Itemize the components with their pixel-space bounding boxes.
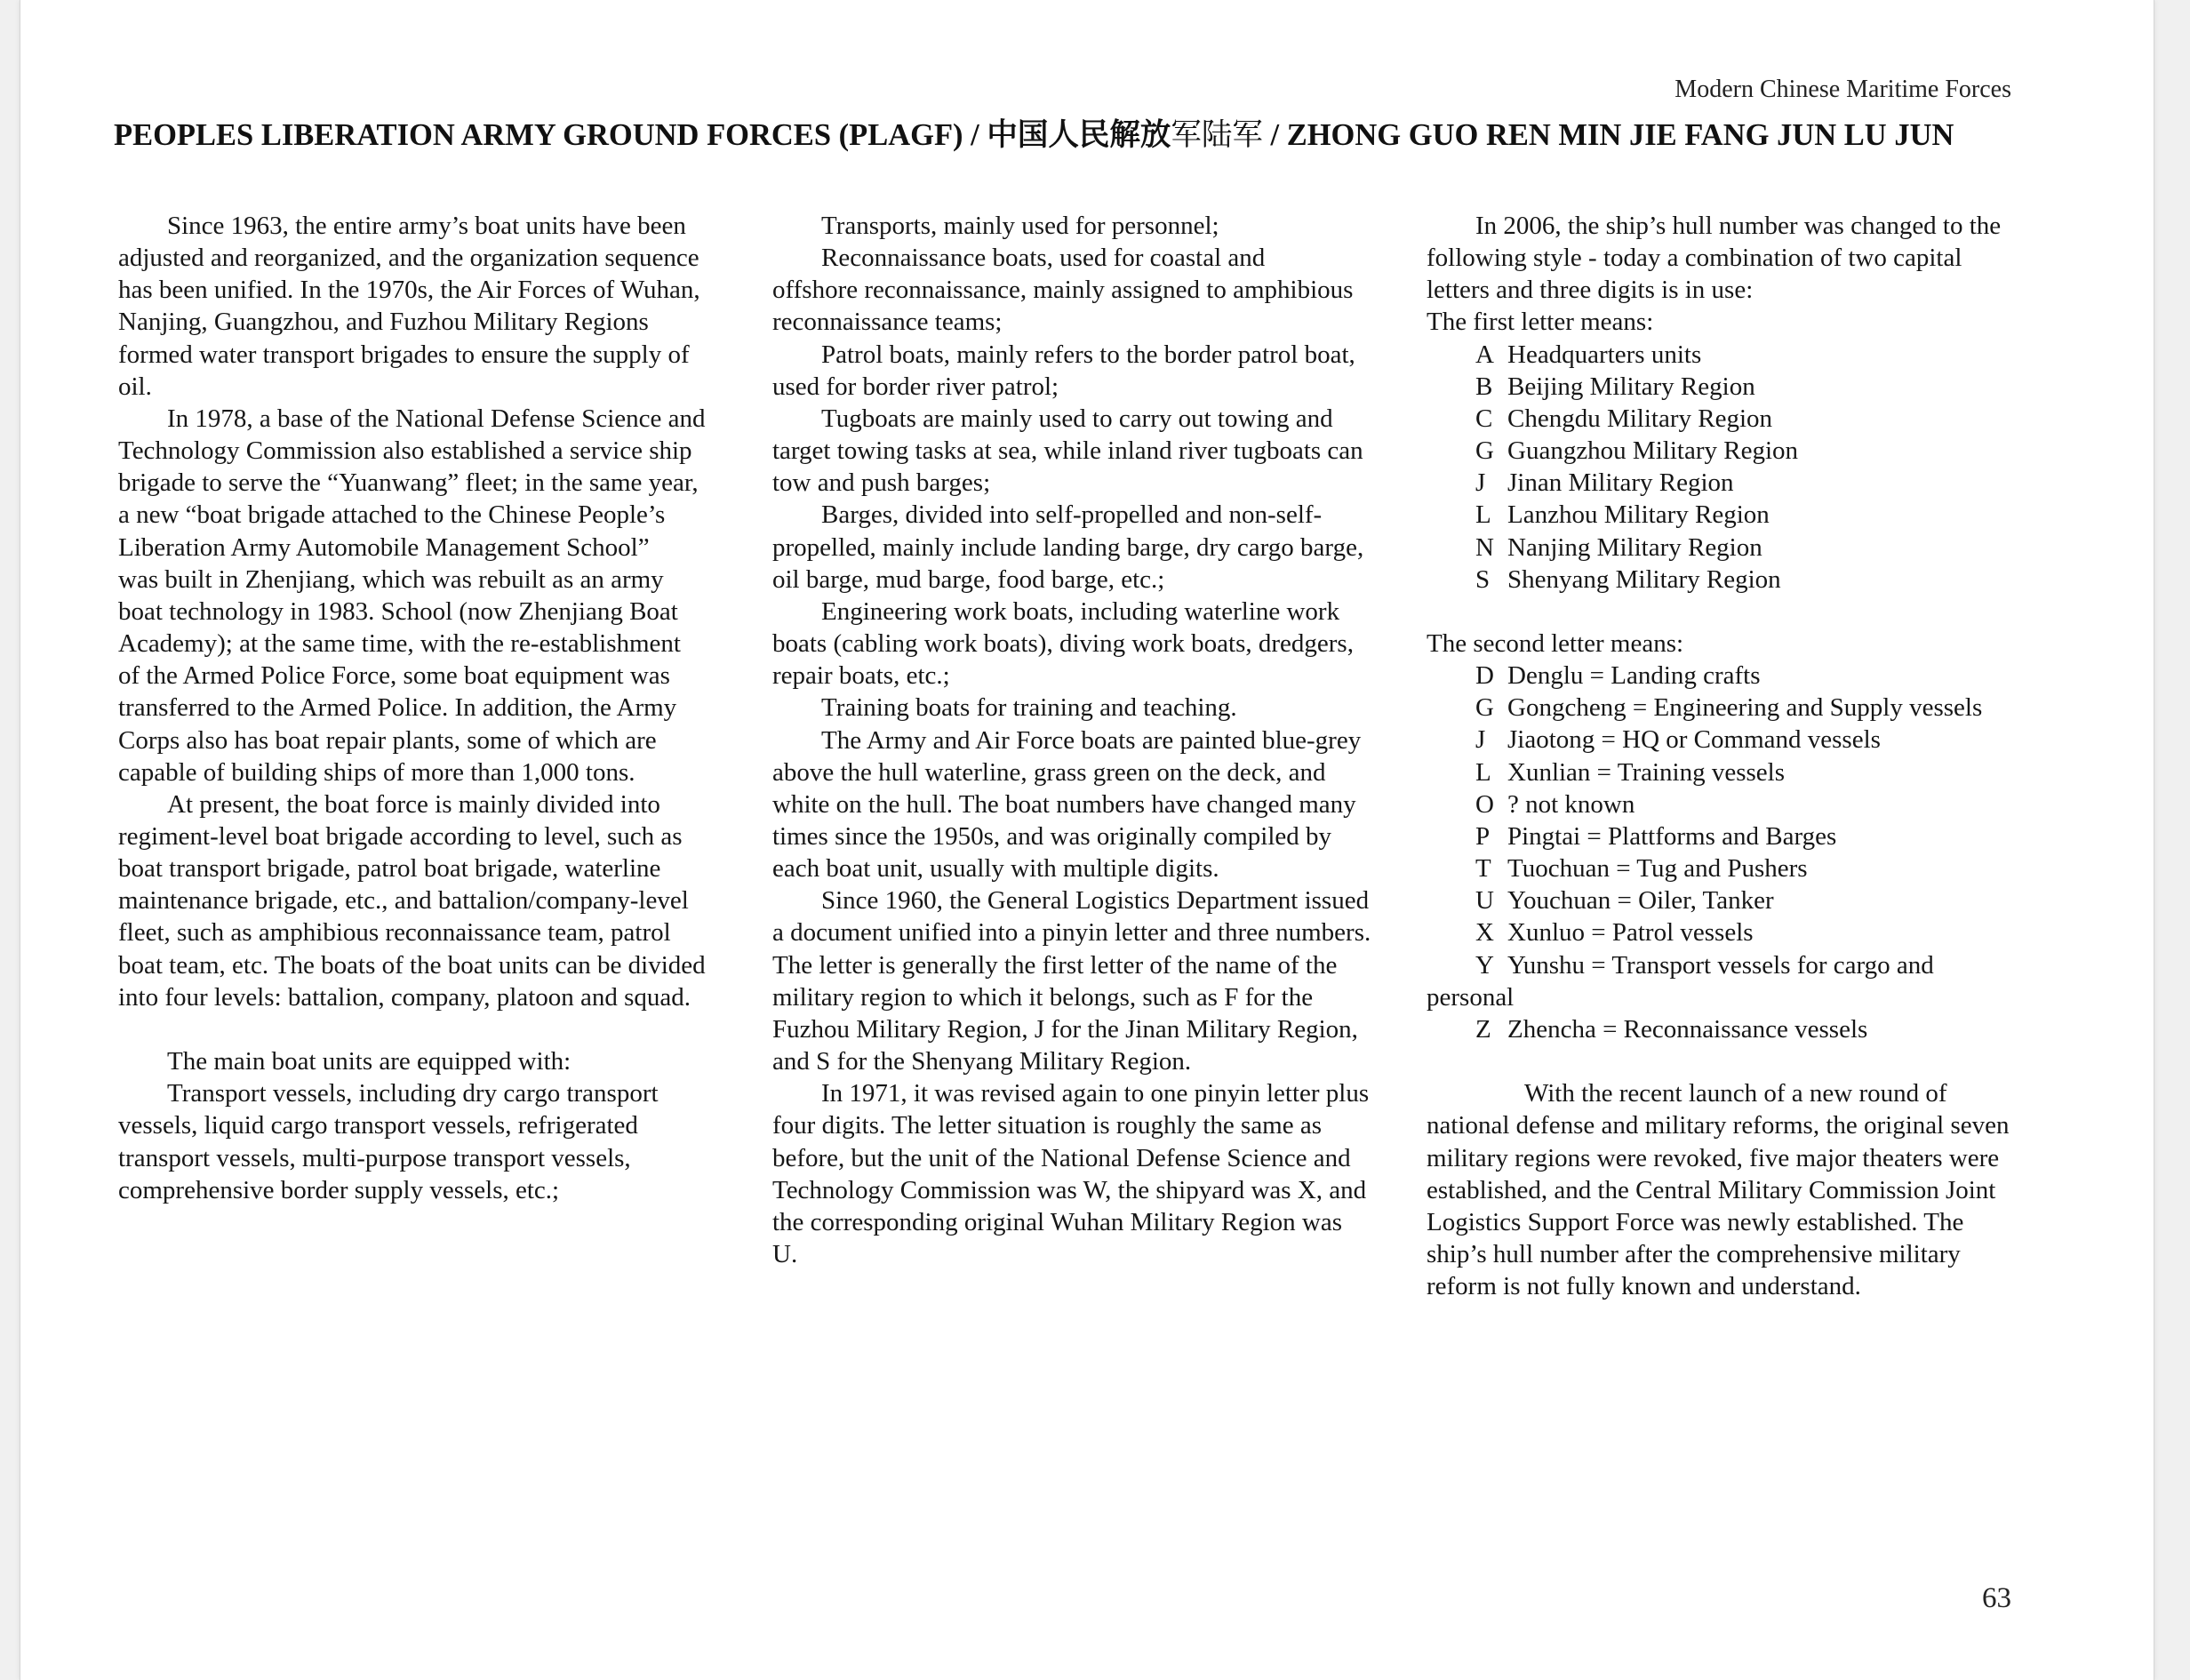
text-line: a document unified into a pinyin letter and three numbers. [772,918,1371,948]
text-line: tow and push barges; [772,468,991,498]
text-line: propelled, mainly include landing barge, dry cargo barge, [772,532,1364,562]
text-line: personal [1427,982,1515,1012]
text-line: Logistics Support Force was newly established. The [1427,1207,1964,1236]
code-meaning: Jinan Military Region [1507,468,1734,498]
code-list-item [1427,1013,2066,1045]
text-line: Since 1960, the General Logistics Department issued [821,886,1370,916]
text-line: ship’s hull number after the comprehensive military [1427,1239,1961,1268]
text-line: before, but the unit of the National Defense Science and [772,1143,1351,1172]
code-letter: Z [1475,1014,1491,1044]
code-meaning: Shenyang Military Region [1507,564,1781,594]
text-line: reconnaissance teams; [772,308,1003,337]
code-meaning: Yunshu = Transport vessels for cargo and [1507,950,1934,980]
code-letter: J [1475,725,1486,755]
code-meaning: ? not known [1507,789,1635,819]
text-line: Since 1963, the entire army’s boat units have been [167,212,686,240]
text-line: the corresponding original Wuhan Military Region was [772,1207,1343,1236]
paragraph-gap [1427,1045,2066,1077]
code-list-item [1427,660,2066,692]
code-letter: L [1475,757,1491,787]
text-line: established, and the Central Military Commission Joint [1427,1175,1996,1204]
code-list-item [1427,949,2066,981]
text-line: Training boats for training and teaching. [821,693,1237,723]
title-latin-part: PEOPLES LIBERATION ARMY GROUND FORCES (PLAGF) / [114,118,987,152]
text-line: boat technology in 1983. School (now Zhenjiang Boat [118,596,678,626]
code-meaning: Nanjing Military Region [1507,532,1762,562]
text-line: At present, the boat force is mainly divided into [167,789,660,819]
text-column-right [1427,210,2066,1302]
code-list-item [1427,788,2066,820]
code-meaning: Tuochuan = Tug and Pushers [1507,854,1808,884]
text-line: boats (cabling work boats), diving work boats, dredgers, [772,629,1354,659]
text-line: has been unified. In the 1970s, the Air Forces of Wuhan, [118,276,700,305]
code-list-item [1427,756,2066,788]
code-list-item [1427,564,2066,596]
code-meaning: Youchuan = Oiler, Tanker [1507,886,1774,916]
text-line: used for border river patrol; [772,372,1059,401]
chapter-title [114,116,2069,155]
code-letter: U [1475,886,1494,916]
text-line: offshore reconnaissance, mainly assigned to amphibious [772,276,1354,305]
code-meaning: Lanzhou Military Region [1507,500,1770,530]
text-line: of the Armed Police Force, some boat equipment was [118,661,670,691]
code-letter: A [1475,340,1494,369]
text-line: white on the hull. The boat numbers have changed many [772,789,1356,819]
text-line: Technology Commission was W, the shipyard was X, and [772,1175,1367,1204]
text-line: transport vessels, multi-purpose transport vessels, [118,1143,631,1172]
text-column-middle [772,210,1417,1270]
text-line: Technology Commission also established a service ship [118,436,692,466]
code-list-item [1427,339,2066,371]
text-line: regiment-level boat brigade according to level, such as [118,821,683,851]
code-meaning: Denglu = Landing crafts [1507,661,1761,691]
second-letter-heading: The second letter means: [1427,629,1684,659]
text-line: Reconnaissance boats, used for coastal and [821,244,1266,273]
text-line: Corps also has boat repair plants, some of which are [118,725,657,755]
text-line: maintenance brigade, etc., and battalion/company-level [118,886,689,916]
code-letter: D [1475,661,1494,691]
title-cjk-light-part: 军陆军 [1171,117,1263,153]
text-line: formed water transport brigades to ensure the supply of [118,340,690,369]
code-list-item [1427,852,2066,884]
text-line: military regions were revoked, five major theaters were [1427,1143,2000,1172]
code-meaning: Xunluo = Patrol vessels [1507,918,1754,948]
text-line: In 1978, a base of the National Defense Science and [167,404,706,433]
page-number: 63 [1982,1582,2011,1614]
code-letter: O [1475,789,1494,819]
text-line: The Army and Air Force boats are painted blue-grey [821,725,1362,755]
code-letter: X [1475,918,1494,948]
code-meaning: Xunlian = Training vessels [1507,757,1786,787]
code-letter: G [1475,436,1494,466]
text-line: target towing tasks at sea, while inland river tugboats can [772,436,1363,466]
book-page [20,0,2154,1680]
text-line: Patrol boats, mainly refers to the border patrol boat, [821,340,1355,369]
text-line: Barges, divided into self-propelled and non-self- [821,500,1323,530]
paragraph-gap [118,1013,758,1045]
text-line: Nanjing, Guangzhou, and Fuzhou Military Regions [118,308,649,337]
text-line: U. [772,1240,798,1268]
first-letter-heading: The first letter means: [1427,308,1654,337]
running-head: Modern Chinese Maritime Forces [1674,76,2011,103]
text-line: oil. [118,372,152,401]
text-line: oil barge, mud barge, food barge, etc.; [772,564,1165,594]
text-line: In 1971, it was revised again to one pinyin letter plus [821,1079,1370,1108]
code-meaning: Jiaotong = HQ or Command vessels [1507,725,1881,755]
code-list-item [1427,403,2066,435]
paragraph-gap [1427,596,2066,628]
text-line: national defense and military reforms, the original seven [1427,1111,2010,1140]
code-list-item [1427,884,2066,916]
text-line: Transport vessels, including dry cargo transport [167,1079,659,1108]
code-letter: T [1475,854,1491,884]
code-letter: C [1475,404,1493,433]
text-line: Liberation Army Automobile Management School” [118,532,650,562]
text-line: capable of building ships of more than 1,000 tons. [118,757,635,787]
text-line: repair boats, etc.; [772,661,950,691]
text-line: The letter is generally the first letter of the name of the [772,950,1338,980]
text-line: adjusted and reorganized, and the organization sequence [118,244,699,273]
code-meaning: Chengdu Military Region [1507,404,1773,433]
text-line: Tugboats are mainly used to carry out towing and [821,404,1333,433]
text-line: times since the 1950s, and was originally compiled by [772,821,1332,851]
text-line: With the recent launch of a new round of [1524,1079,1947,1108]
text-line: Fuzhou Military Region, J for the Jinan Military Region, [772,1014,1358,1044]
title-cjk-bold-part: 中国人民解放 [987,117,1171,153]
text-line: Engineering work boats, including waterline work [821,596,1340,626]
text-line: transferred to the Armed Police. In addition, the Army [118,693,677,723]
code-list-item [1427,724,2066,756]
title-pinyin-part: / ZHONG GUO REN MIN JIE FANG JUN LU JUN [1262,118,1954,152]
code-letter: S [1475,564,1491,594]
code-letter: N [1475,532,1494,562]
text-line: The main boat units are equipped with: [167,1047,571,1076]
text-line: vessels, liquid cargo transport vessels, refrigerated [118,1111,638,1140]
text-column-left [118,210,758,1206]
text-line: fleet, such as amphibious reconnaissance team, patrol [118,918,671,948]
text-line: letters and three digits is in use: [1427,276,1754,305]
text-line: In 2006, the ship’s hull number was changed to the [1475,212,2002,240]
code-list-item [1427,435,2066,467]
text-line: Academy); at the same time, with the re-establishment [118,629,681,659]
code-letter: Y [1475,950,1494,980]
text-line: Transports, mainly used for personnel; [821,212,1219,240]
text-line: military region to which it belongs, such as F for the [772,982,1314,1012]
code-letter: G [1475,693,1494,723]
code-list-item [1427,820,2066,852]
code-list-item [1427,371,2066,403]
text-line: boat transport brigade, patrol boat brigade, waterline [118,854,661,884]
code-meaning: Headquarters units [1507,340,1702,369]
code-list-item [1427,916,2066,948]
code-meaning: Pingtai = Plattforms and Barges [1507,821,1837,851]
code-letter: J [1475,468,1486,498]
code-letter: L [1475,500,1491,530]
code-list-item [1427,499,2066,531]
code-list-item [1427,692,2066,724]
code-list-item [1427,467,2066,499]
text-line: above the hull waterline, grass green on the deck, and [772,757,1326,787]
text-line: into four levels: battalion, company, platoon and squad. [118,982,691,1012]
text-line: was built in Zhenjiang, which was rebuilt as an army [118,564,664,594]
text-line: four digits. The letter situation is roughly the same as [772,1111,1323,1140]
text-line: each boat unit, usually with multiple digits. [772,854,1219,884]
text-line: a new “boat brigade attached to the Chinese People’s [118,500,666,530]
code-meaning: Zhencha = Reconnaissance vessels [1507,1014,1868,1044]
code-meaning: Gongcheng = Engineering and Supply vessels [1507,693,1983,723]
text-line: following style - today a combination of two capital [1427,244,1962,273]
code-letter: P [1475,821,1491,851]
code-meaning: Guangzhou Military Region [1507,436,1799,466]
text-line: boat team, etc. The boats of the boat units can be divided [118,950,706,980]
code-letter: B [1475,372,1493,401]
text-line: reform is not fully known and understand. [1427,1272,1861,1301]
text-line: and S for the Shenyang Military Region. [772,1047,1192,1076]
code-meaning: Beijing Military Region [1507,372,1755,401]
text-line: comprehensive border supply vessels, etc.; [118,1175,560,1204]
code-list-item [1427,532,2066,564]
text-line: brigade to serve the “Yuanwang” fleet; in the same year, [118,468,699,498]
